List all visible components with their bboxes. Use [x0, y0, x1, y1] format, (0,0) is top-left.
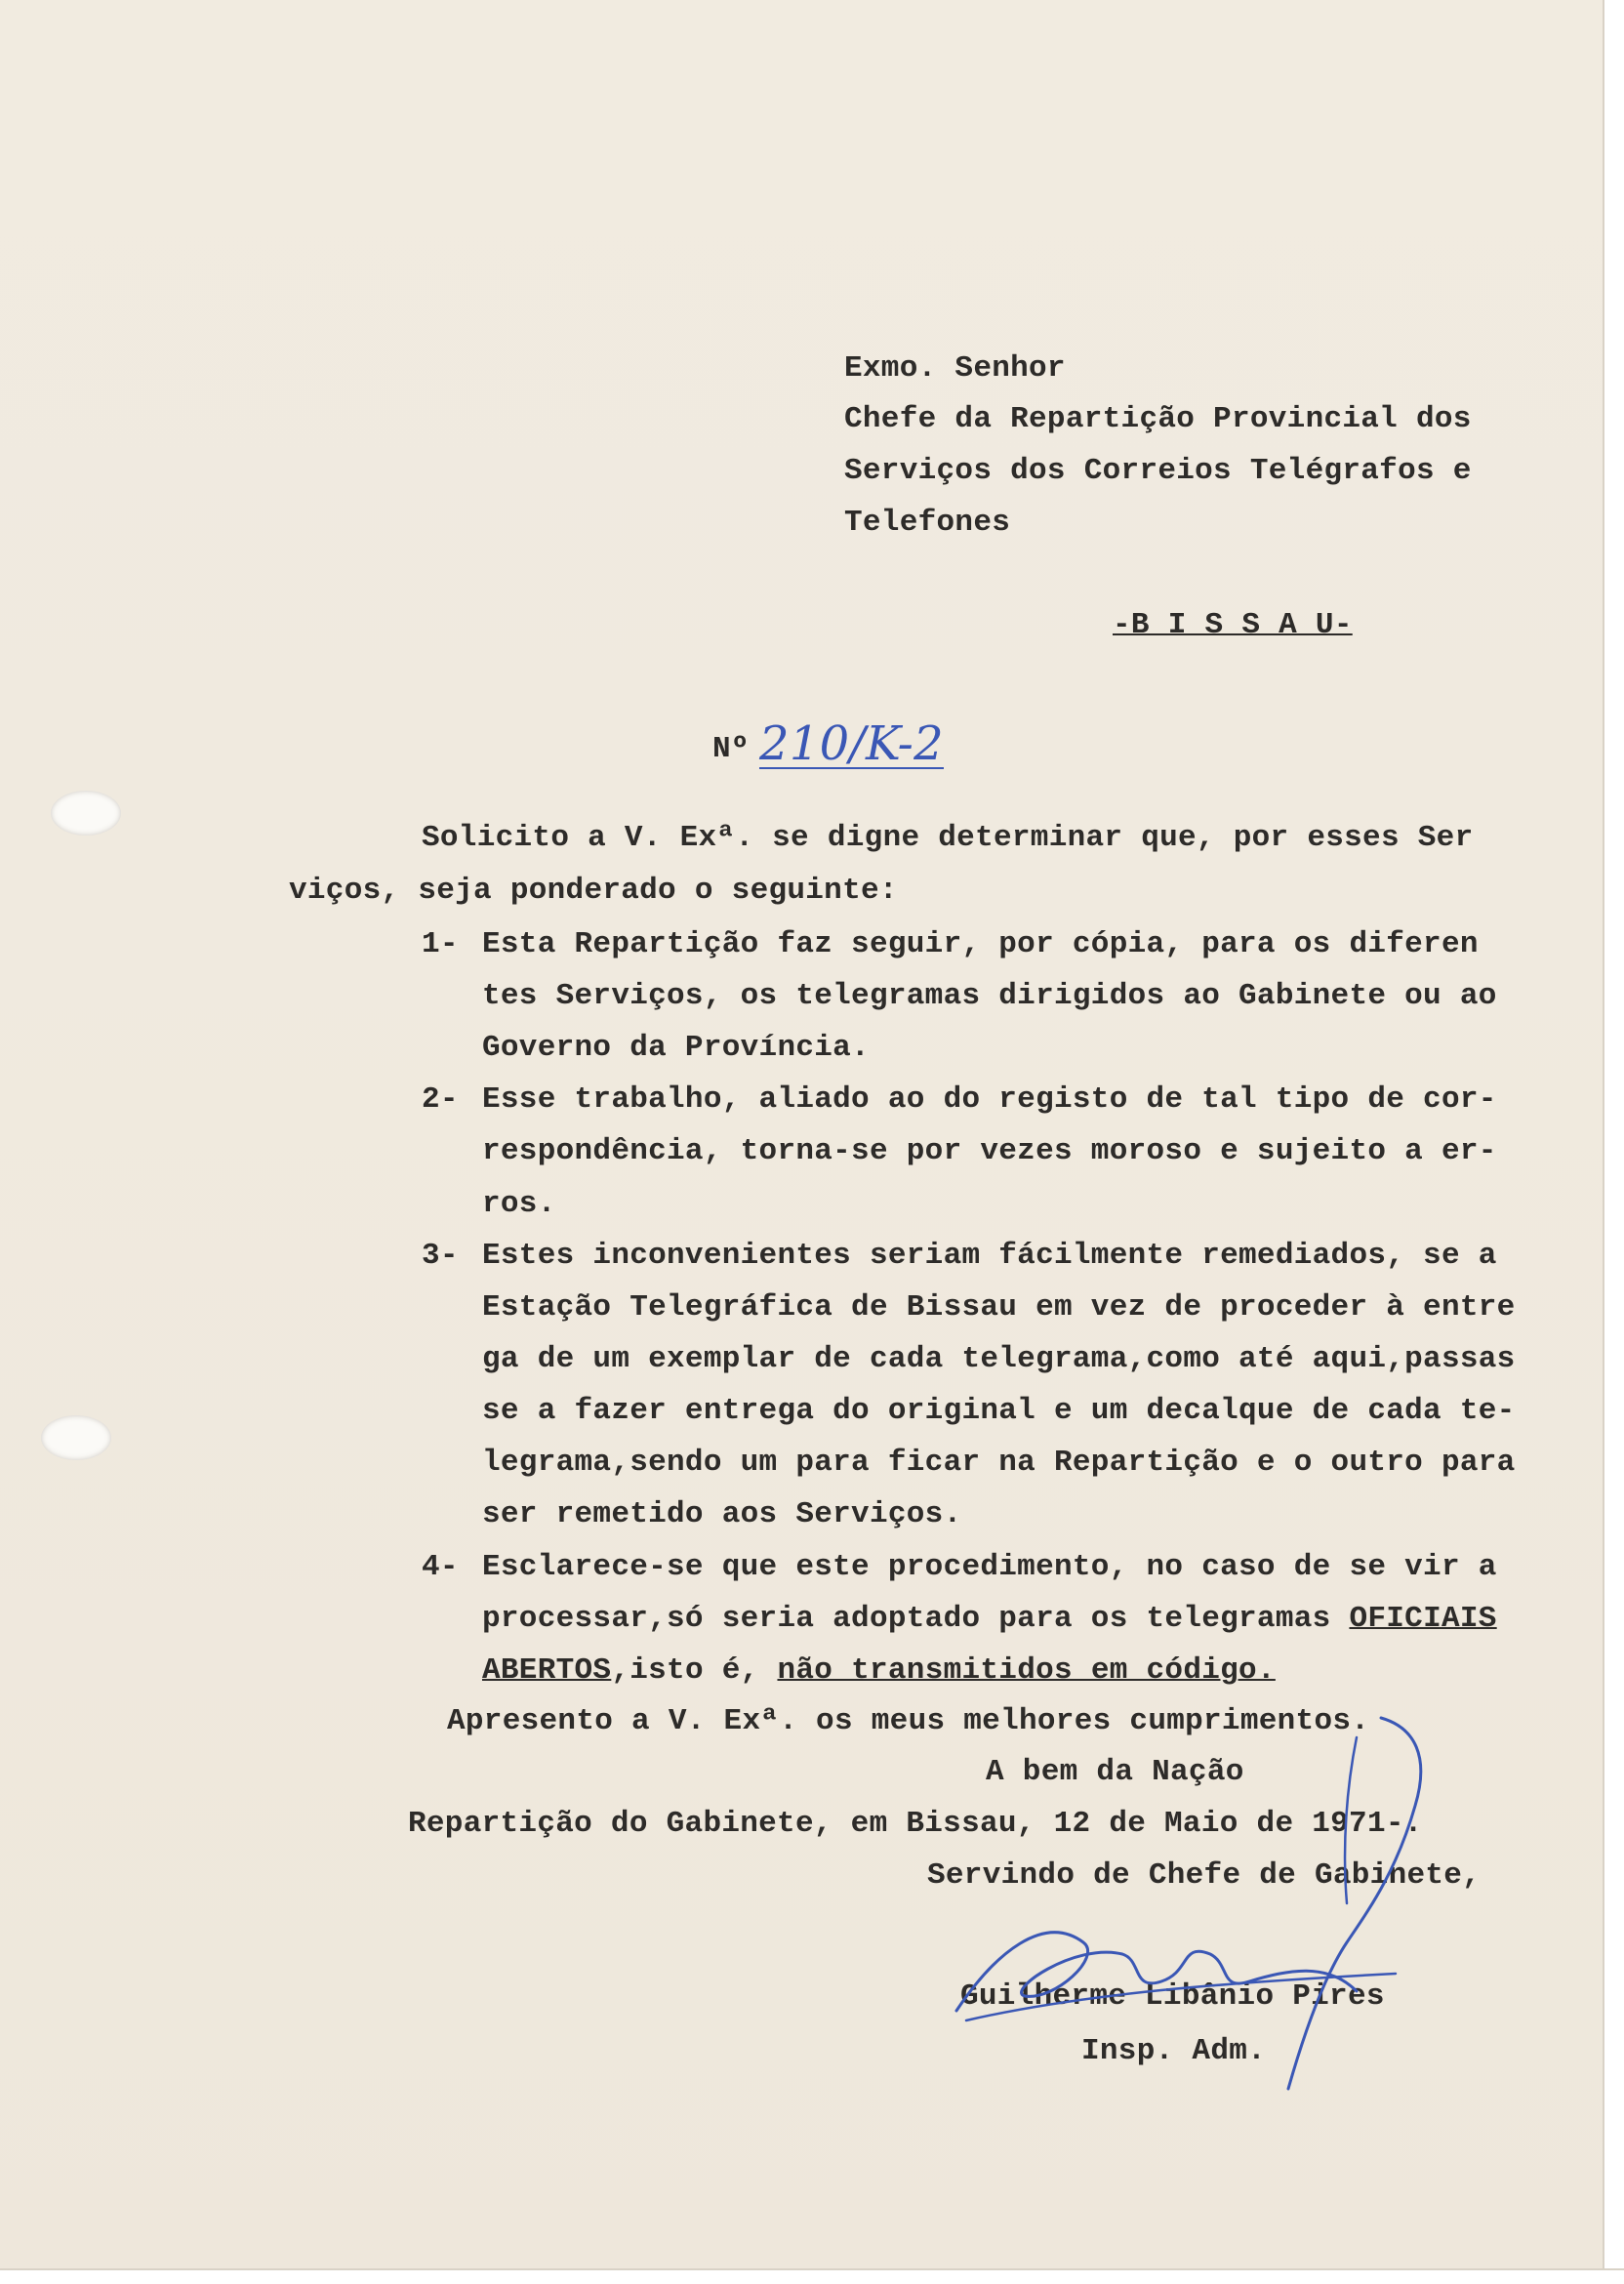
- addressee-salutation: Exmo. Senhor: [844, 351, 1066, 386]
- closing-line: Apresento a V. Exª. os meus melhores cumprimentos.: [447, 1704, 1370, 1738]
- item-2-line-1: Esse trabalho, aliado ao do registo de tal tipo de cor-: [482, 1082, 1497, 1117]
- punch-hole-bottom: [41, 1415, 111, 1460]
- signatory-role: Servindo de Chefe de Gabinete,: [927, 1858, 1482, 1893]
- item-1-line-1: Esta Repartição faz seguir, por cópia, para os diferen: [482, 927, 1479, 961]
- item-2-line-3: ros.: [482, 1187, 556, 1221]
- item-3-line-2: Estação Telegráfica de Bissau em vez de proceder à entre: [482, 1290, 1516, 1325]
- item-1-number: 1-: [422, 927, 459, 961]
- signatory-name: Guilherme Libânio Pires: [960, 1979, 1385, 2014]
- addressee-services: Serviços dos Correios Telégrafos e: [844, 454, 1472, 488]
- item-4-abertos: ABERTOS: [482, 1653, 612, 1688]
- page-edge-bottom: [0, 2268, 1624, 2284]
- handwritten-signature: [937, 1698, 1483, 2128]
- addressee-city: -B I S S A U-: [1113, 608, 1353, 642]
- page-edge-right: [1603, 0, 1624, 2284]
- reference-number: 210/K-2: [759, 716, 945, 771]
- signatory-title: Insp. Adm.: [1081, 2034, 1267, 2068]
- item-4-line-3: [482, 1655, 1276, 1686]
- item-4-isto-e: ,isto é,: [611, 1653, 778, 1688]
- item-1-line-3: Governo da Província.: [482, 1031, 870, 1065]
- item-4-line-1: Esclarece-se que este procedimento, no caso de se vir a: [482, 1550, 1497, 1584]
- item-4-number: 4-: [422, 1550, 459, 1584]
- item-4-nao-transmitidos: não transmitidos em código.: [777, 1653, 1276, 1688]
- item-4-line-2-text: processar,só seria adoptado para os telegramas: [482, 1602, 1350, 1636]
- addressee-title: Chefe da Repartição Provincial dos: [844, 402, 1472, 436]
- motto: A bem da Nação: [986, 1755, 1244, 1789]
- punch-hole-top: [51, 791, 121, 836]
- intro-line-1: Solicito a V. Exª. se digne determinar que, por esses Ser: [422, 821, 1474, 855]
- intro-line-2: viços, seja ponderado o seguinte:: [289, 874, 898, 908]
- item-3-line-5: legrama,sendo um para ficar na Repartição e o outro para: [482, 1446, 1516, 1480]
- place-date: Repartição do Gabinete, em Bissau, 12 de Maio de 1971-.: [408, 1807, 1423, 1841]
- reference-prefix: Nº: [712, 732, 750, 766]
- item-3-line-3: ga de um exemplar de cada telegrama,como até aqui,passas: [482, 1342, 1516, 1376]
- addressee-telefones: Telefones: [844, 506, 1011, 540]
- item-3-line-4: se a fazer entrega do original e um decalque de cada te-: [482, 1394, 1516, 1428]
- item-3-line-6: ser remetido aos Serviços.: [482, 1497, 962, 1531]
- item-2-line-2: respondência, torna-se por vezes moroso e sujeito a er-: [482, 1134, 1497, 1168]
- item-1-line-2: tes Serviços, os telegramas dirigidos ao Gabinete ou ao: [482, 979, 1497, 1013]
- item-4-oficiais: OFICIAIS: [1349, 1602, 1497, 1636]
- item-3-line-1: Estes inconvenientes seriam fácilmente remediados, se a: [482, 1239, 1497, 1273]
- item-3-number: 3-: [422, 1239, 459, 1273]
- item-2-number: 2-: [422, 1082, 459, 1117]
- item-4-line-2: [482, 1604, 1497, 1634]
